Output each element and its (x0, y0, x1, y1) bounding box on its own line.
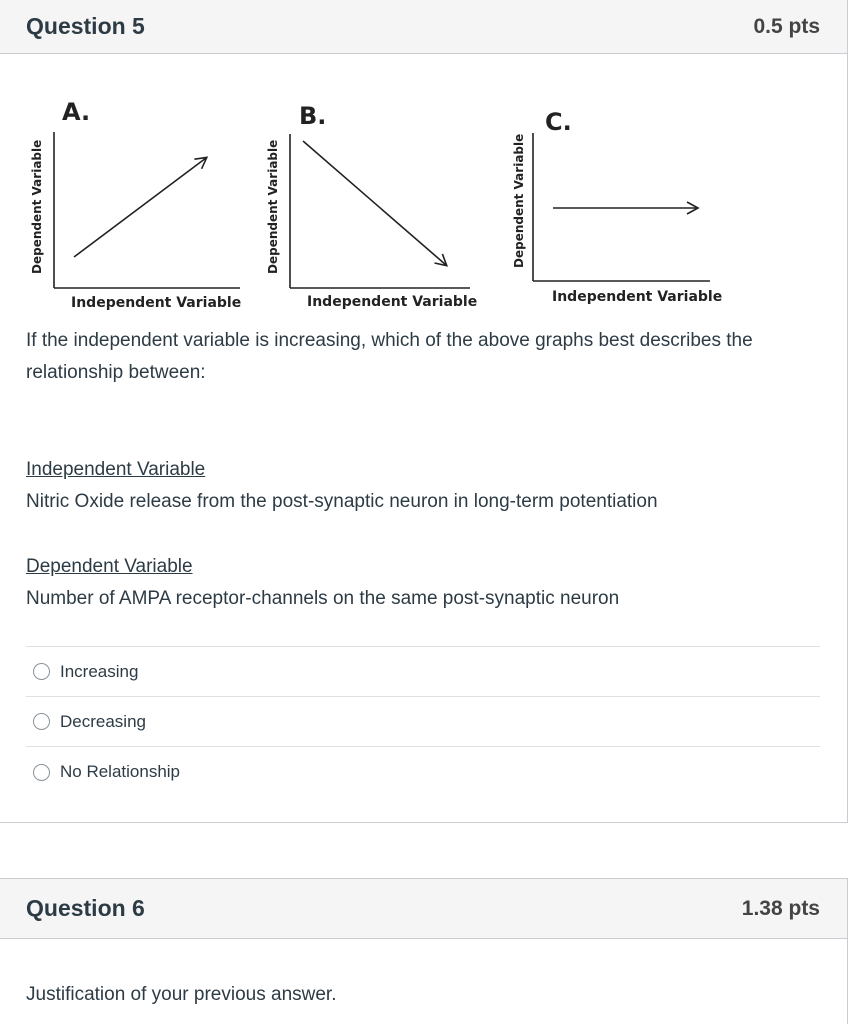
dependent-variable-value: Number of AMPA receptor-channels on the same post-synaptic neuron (26, 588, 620, 609)
graph-a-letter: A. (62, 98, 91, 126)
graph-c-letter: C. (545, 108, 572, 136)
answer-option-no-relationship[interactable] (26, 747, 820, 797)
question-6-points: 1.38 pts (741, 896, 820, 920)
question-6-title: Question 6 (26, 895, 145, 921)
graph-b-xlabel: Independent Variable (307, 294, 478, 310)
radio-button[interactable] (33, 764, 50, 781)
graph-a-increasing-line (74, 158, 206, 257)
question-6-header (0, 879, 847, 939)
answer-option-decreasing[interactable] (26, 697, 820, 747)
answer-label: Increasing (60, 661, 139, 681)
graphs-figure (0, 54, 848, 324)
graph-a-ylabel: Dependent Variable (30, 139, 44, 274)
graph-b-letter: B. (299, 102, 327, 130)
question-6-card (0, 878, 848, 1024)
graph-a-xlabel: Independent Variable (71, 295, 242, 311)
graph-b (266, 102, 477, 310)
dependent-variable-heading: Dependent Variable (26, 556, 193, 577)
graph-c-xlabel: Independent Variable (552, 289, 723, 305)
question-6-prompt: Justification of your previous answer. (26, 984, 337, 1005)
graph-c (512, 108, 722, 305)
question-5-prompt: If the independent variable is increasing, which of the above graphs best describes the relationship between: (26, 330, 753, 383)
radio-button[interactable] (33, 713, 50, 730)
question-5-title: Question 5 (26, 13, 145, 39)
answer-label: Decreasing (60, 711, 146, 731)
question-5-header (0, 0, 847, 54)
radio-button[interactable] (33, 663, 50, 680)
independent-variable-value: Nitric Oxide release from the post-synaptic neuron in long-term potentiation (26, 491, 658, 512)
question-5-points: 0.5 pts (753, 14, 820, 38)
graph-a (30, 98, 241, 311)
independent-variable-heading: Independent Variable (26, 459, 206, 480)
answer-option-increasing[interactable] (26, 647, 820, 697)
answer-label: No Relationship (60, 762, 181, 781)
answer-options (26, 646, 820, 797)
graph-b-decreasing-line (303, 141, 446, 265)
graph-c-ylabel: Dependent Variable (512, 133, 526, 268)
graph-b-ylabel: Dependent Variable (266, 139, 280, 274)
